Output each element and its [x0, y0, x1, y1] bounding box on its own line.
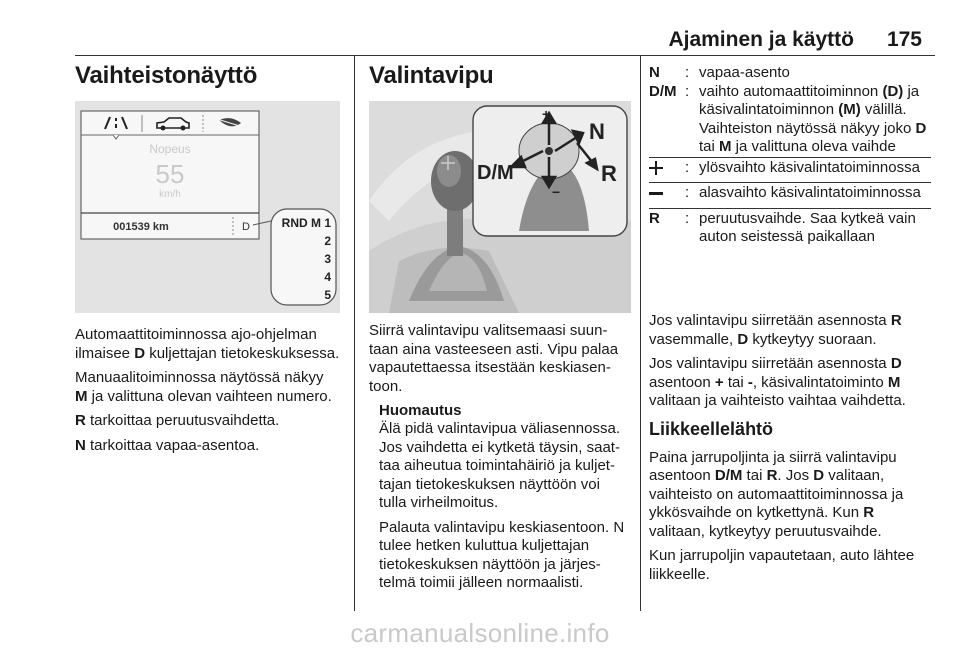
paragraph: Automaattitoiminnossa ajo-ohjelman ilmaisee D kuljettajan tietokeskuksessa.: [75, 326, 340, 362]
dm-label: D/M: [477, 162, 514, 184]
speed-unit: km/h: [159, 189, 181, 200]
column3-text: [649, 312, 931, 590]
selector-lever-text: [369, 322, 631, 599]
section-heading-selector-lever: Valintavipu: [369, 62, 494, 89]
selector-lever-figure: [369, 101, 631, 313]
instrument-cluster-illustration: [75, 101, 340, 313]
gear-display-figure: [75, 101, 340, 313]
divider: [649, 208, 931, 209]
odometer: 001539 km: [113, 221, 169, 233]
callout-gear-list: RND M 1: [281, 216, 331, 230]
paragraph: Siirrä valintavipu valitsemaasi suuntaan aina vasteeseen asti. Vipu palaa vapautettaessa itsestään keskiasentoon.: [369, 322, 619, 395]
section-heading-gear-display: Vaihteistonäyttö: [75, 62, 258, 89]
callout-gear-5: 5: [324, 288, 331, 302]
column-divider: [640, 56, 641, 611]
definition-minus: : alasvaihto käsivalintatoiminnossa: [649, 184, 931, 208]
definition-dm: D/M : vaihto automaattitoiminnon (D) ja käsivalintatoiminnon (M) välillä. Vaihteiston näytössä näkyy joko D tai M ja valittuna oleva vaihde: [649, 82, 927, 155]
definition-n: N : vapaa-asento: [649, 64, 790, 81]
watermark: carmanualsonline.info: [350, 618, 610, 648]
n-label: N: [589, 119, 605, 144]
paragraph: Jos valintavipu siirretään asennosta D asentoon + tai -, käsivalintatoiminto M valitaan ja vaihteisto vaihtaa vaihdetta.: [649, 355, 906, 409]
paragraph: R tarkoittaa peruutusvaihdetta.: [75, 412, 280, 429]
speed-label: Nopeus: [149, 142, 191, 156]
paragraph: Jos valintavipu siirretään asennosta R vasemmalle, D kytkeytyy suoraan.: [649, 312, 902, 348]
note-paragraph: Älä pidä valintavipua väliasennossa. Jos vaihdetta ei kytketä täysin, saattaa aiheutua toimintahäiriö ja kuljettajan tietokeskuksen näyttöön voi tulla virheilmoitus.: [379, 420, 620, 511]
section-heading-starting-off: Liikkeellelähtö: [649, 418, 774, 439]
minus-label: −: [552, 184, 561, 200]
header-rule: [75, 55, 935, 56]
header-title: Ajaminen ja käyttö: [668, 28, 854, 51]
selector-lever-illustration: [369, 101, 631, 313]
r-label: R: [601, 161, 617, 186]
note-title: Huomautus: [379, 402, 462, 419]
paragraph: N tarkoittaa vapaa-asentoa.: [75, 436, 260, 454]
divider: [649, 182, 931, 183]
paragraph: Kun jarrupoljin vapautetaan, auto lähtee liikkeelle.: [649, 547, 915, 583]
plus-icon: [649, 159, 663, 177]
callout-gear-3: 3: [324, 252, 331, 266]
note-paragraph: Palauta valintavipu keskiasentoon. N tulee hetken kuluttua kuljettajan tietokeskuksen näyttöön ja järjestelmä toimii jälleen normaalisti.: [379, 518, 625, 591]
callout-gear-2: 2: [324, 234, 331, 248]
definition-list: [649, 64, 931, 247]
gear-indicator: D: [242, 221, 250, 233]
note-box: [369, 402, 631, 593]
definition-r: R : peruutusvaihde. Saa kytkeä vain auton seistessä paikallaan: [649, 209, 916, 245]
minus-icon: [649, 184, 663, 202]
paragraph: Manuaalitoiminnossa näytössä näkyy M ja valittuna olevan vaihteen numero.: [75, 369, 332, 405]
page-header: [0, 28, 960, 56]
column-divider: [354, 56, 355, 611]
divider: [649, 157, 931, 158]
page-number: 175: [886, 28, 922, 51]
speed-value: 55: [155, 159, 185, 189]
definition-plus: : ylösvaihto käsivalintatoiminnossa: [649, 159, 931, 183]
gear-display-text: [75, 326, 340, 461]
paragraph: Paina jarrupoljinta ja siirrä valintavipu asentoon D/M tai R. Jos D valitaan, vaihteisto on automaattitoiminnossa ja ykkösvaihde on kytkettynä. Kun R valitaan, kytkeytyy peruutusvaihde.: [649, 448, 904, 540]
callout-gear-4: 4: [324, 270, 331, 284]
plus-label: +: [542, 106, 551, 122]
